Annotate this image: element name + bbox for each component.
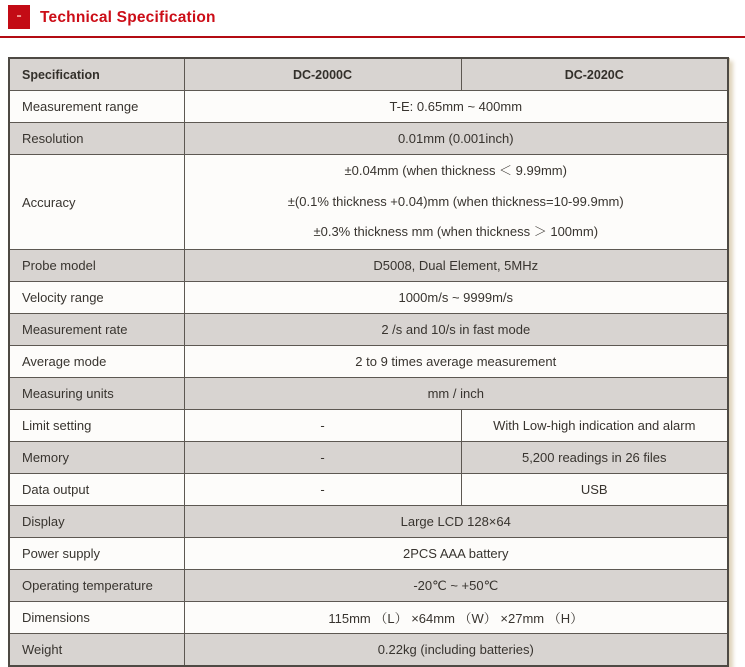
- spec-label: Dimensions: [9, 602, 184, 634]
- spec-value: 1000m/s ~ 9999m/s: [184, 282, 728, 314]
- spec-value-dc2000c: -: [184, 410, 461, 442]
- table-row: [9, 378, 728, 410]
- accuracy-line-1: ±0.04mm (when thickness ＜ 9.99mm): [344, 163, 567, 179]
- spec-value-dc2000c: -: [184, 474, 461, 506]
- table-row: [9, 602, 728, 634]
- table-row: [9, 634, 728, 667]
- spec-label: Operating temperature: [9, 570, 184, 602]
- spec-label: Measuring units: [9, 378, 184, 410]
- table-header-row: [9, 58, 728, 91]
- spec-label: Memory: [9, 442, 184, 474]
- spec-label: Measurement rate: [9, 314, 184, 346]
- spec-value: 2 to 9 times average measurement: [184, 346, 728, 378]
- table-row: [9, 91, 728, 123]
- table-row-memory: [9, 442, 728, 474]
- spec-label: Accuracy: [9, 155, 184, 250]
- table-row: [9, 506, 728, 538]
- table-row: [9, 123, 728, 155]
- spec-value: -20℃ ~ +50℃: [184, 570, 728, 602]
- spec-value: Large LCD 128×64: [184, 506, 728, 538]
- accuracy-line-2: ±(0.1% thickness +0.04)mm (when thickness=10-99.9mm): [287, 193, 624, 209]
- spec-value: 2PCS AAA battery: [184, 538, 728, 570]
- page-title: Technical Specification: [40, 9, 216, 26]
- spec-label: Resolution: [9, 123, 184, 155]
- table-row-data-output: [9, 474, 728, 506]
- spec-label: Probe model: [9, 250, 184, 282]
- spec-value-dc2000c: -: [184, 442, 461, 474]
- column-header-specification: Specification: [9, 58, 184, 91]
- spec-value: 2 /s and 10/s in fast mode: [184, 314, 728, 346]
- table-row-accuracy: [9, 155, 728, 250]
- table-row: [9, 346, 728, 378]
- table-row: [9, 282, 728, 314]
- spec-table: [8, 57, 729, 667]
- spec-label: Power supply: [9, 538, 184, 570]
- spec-value: [184, 155, 728, 250]
- spec-value: D5008, Dual Element, 5MHz: [184, 250, 728, 282]
- spec-label: Weight: [9, 634, 184, 667]
- column-header-dc2000c: DC-2000C: [184, 58, 461, 91]
- spec-value: T-E: 0.65mm ~ 400mm: [184, 91, 728, 123]
- spec-label: Display: [9, 506, 184, 538]
- table-row: [9, 570, 728, 602]
- spec-value-dc2020c: USB: [461, 474, 728, 506]
- spec-value-dc2020c: 5,200 readings in 26 files: [461, 442, 728, 474]
- spec-value-dc2020c: With Low-high indication and alarm: [461, 410, 728, 442]
- table-row: [9, 314, 728, 346]
- spec-value: 115mm （L） ×64mm （W） ×27mm （H）: [184, 602, 728, 634]
- header-divider: [0, 36, 745, 38]
- spec-label: Limit setting: [9, 410, 184, 442]
- spec-value: 0.01mm (0.001inch): [184, 123, 728, 155]
- spec-label: Average mode: [9, 346, 184, 378]
- minus-icon: -: [8, 5, 30, 29]
- table-row-limit-setting: [9, 410, 728, 442]
- spec-value: mm / inch: [184, 378, 728, 410]
- table-row: [9, 250, 728, 282]
- spec-label: Measurement range: [9, 91, 184, 123]
- spec-label: Data output: [9, 474, 184, 506]
- table-row: [9, 538, 728, 570]
- spec-value: 0.22kg (including batteries): [184, 634, 728, 667]
- column-header-dc2020c: DC-2020C: [461, 58, 728, 91]
- spec-label: Velocity range: [9, 282, 184, 314]
- accuracy-line-3: ±0.3% thickness mm (when thickness ＞ 100mm): [313, 224, 599, 240]
